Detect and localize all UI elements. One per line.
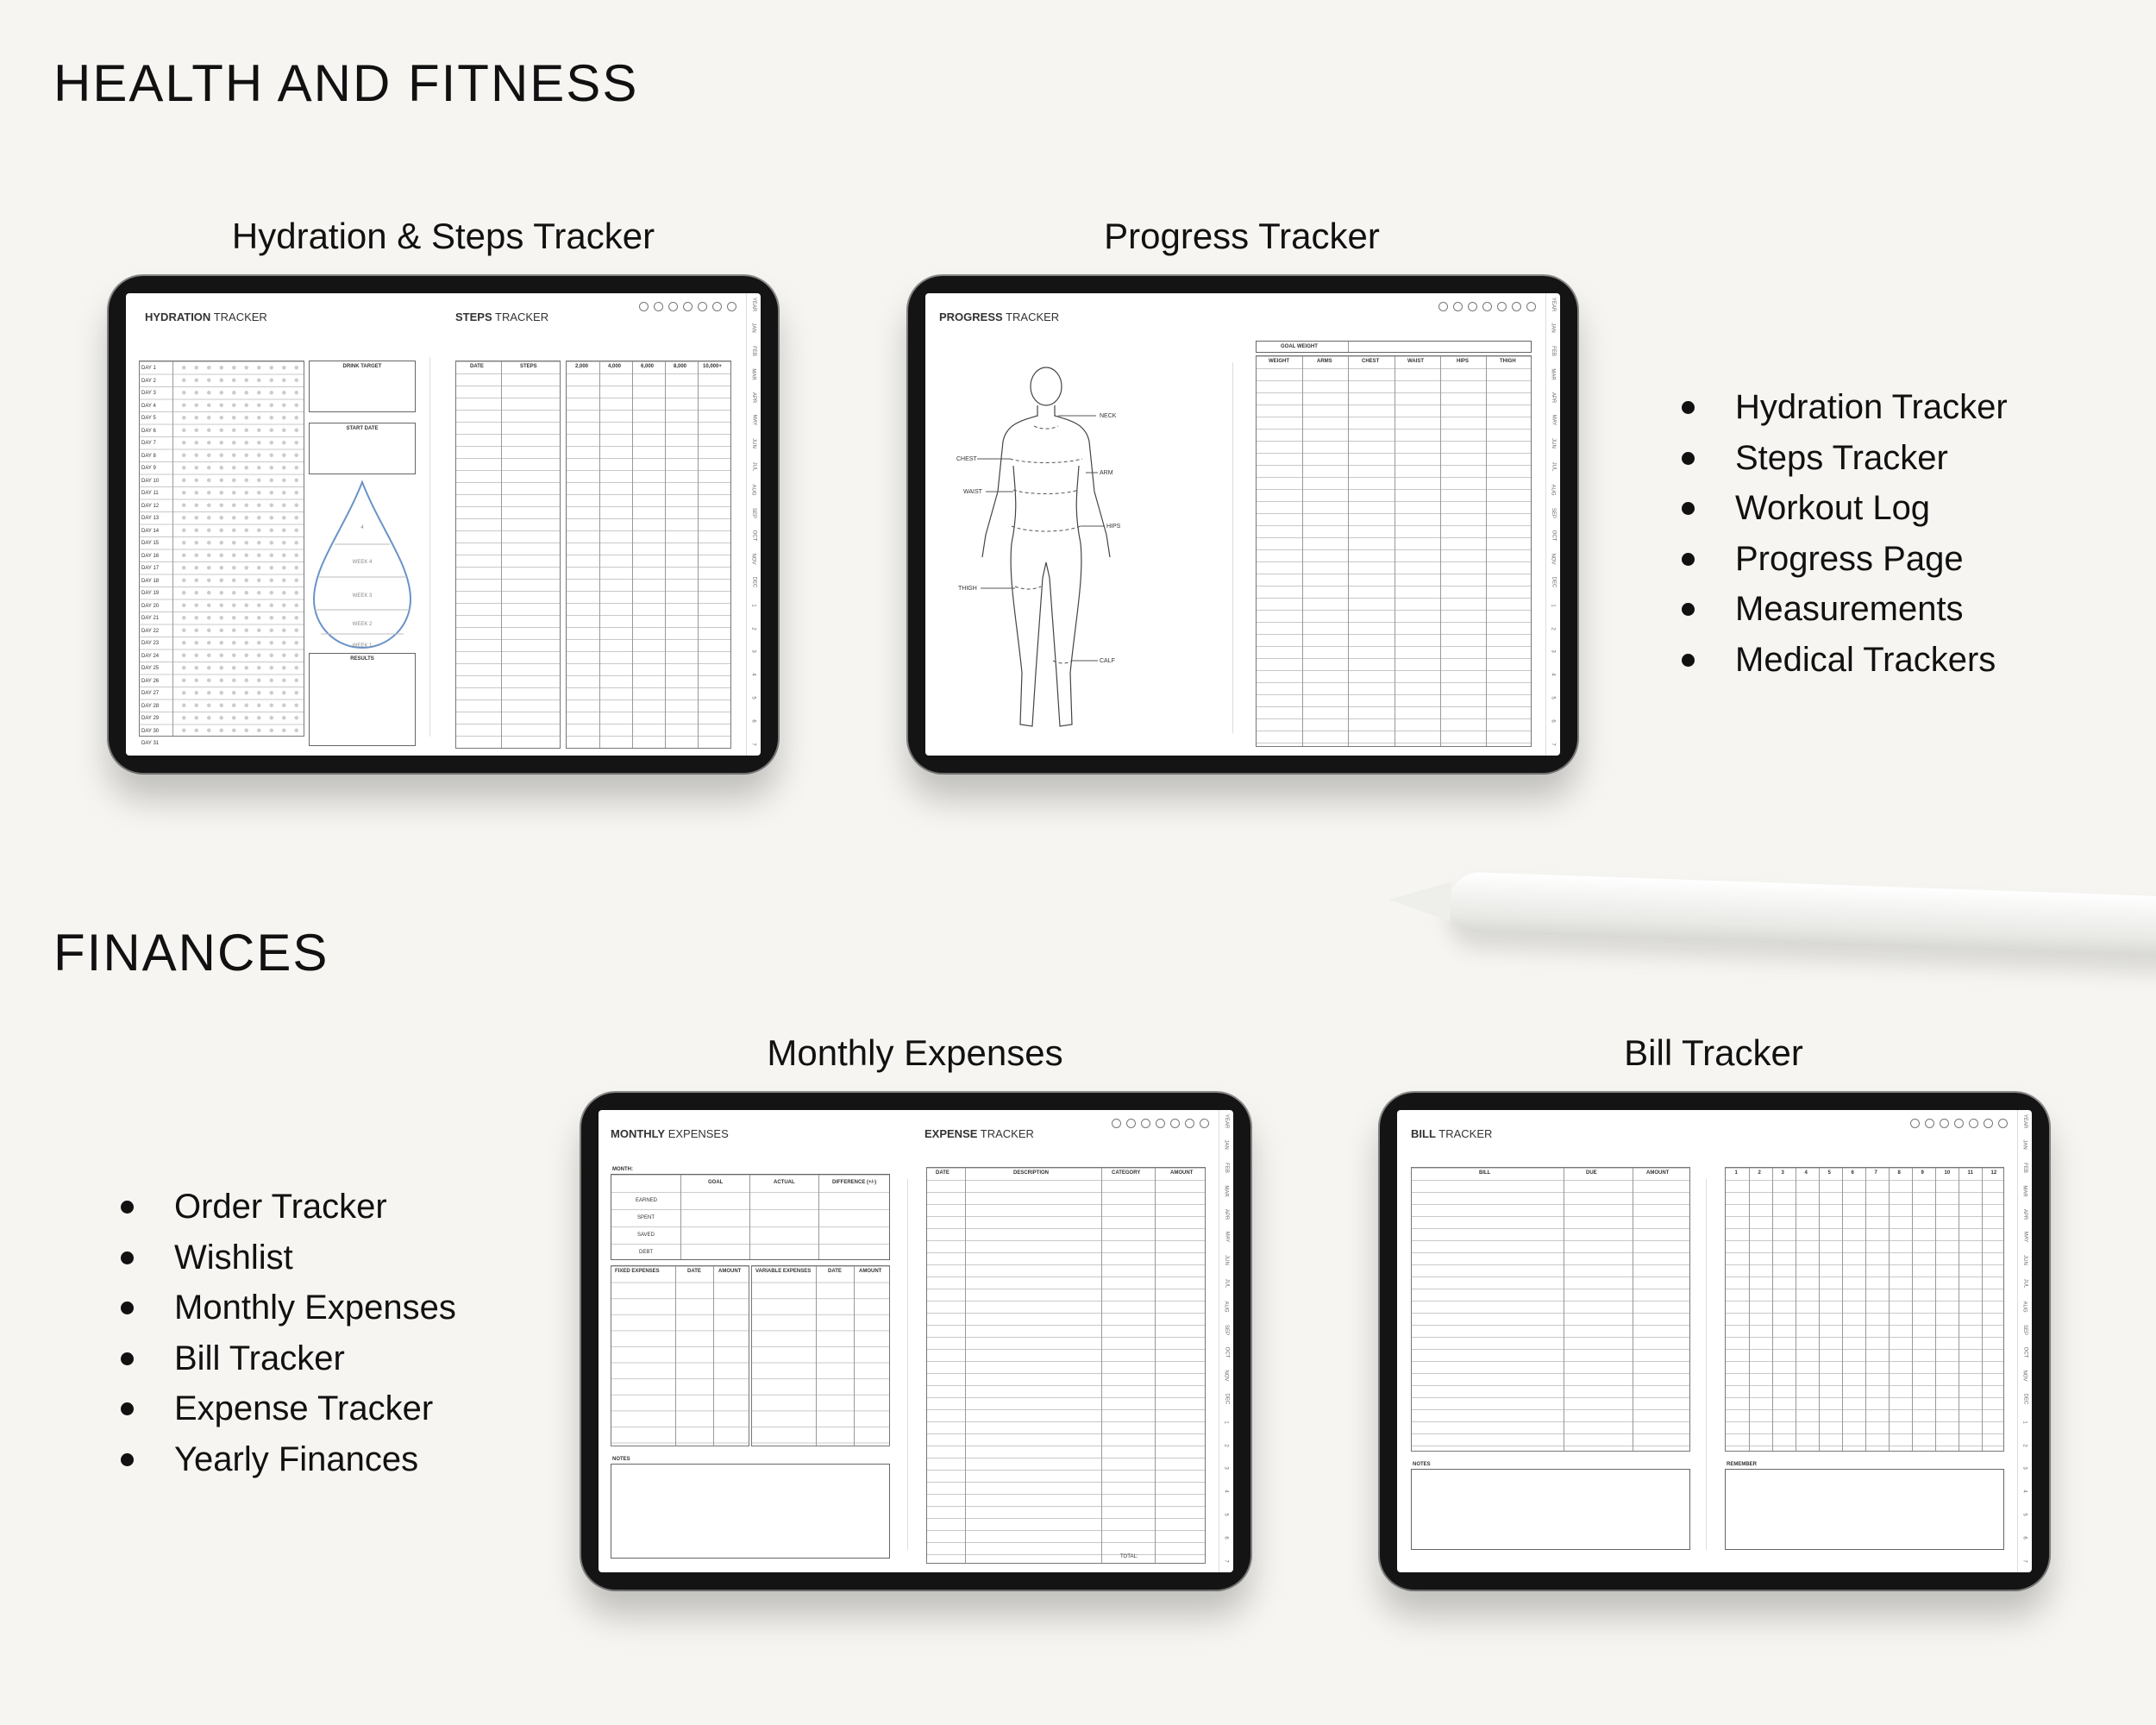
day-label: DAY 13	[141, 516, 160, 521]
side-tab[interactable]: JUL	[1223, 1278, 1229, 1289]
side-tab[interactable]: 4	[751, 673, 756, 676]
dumbbell-icon[interactable]	[668, 302, 678, 311]
expense-tracker-table[interactable]: DATE DESCRIPTION CATEGORY AMOUNT TOTAL:	[926, 1167, 1206, 1564]
day-label: DAY 1	[141, 366, 156, 371]
side-tab[interactable]: OCT	[1550, 530, 1556, 542]
side-tab[interactable]: MAY	[2022, 1232, 2028, 1243]
day-label: DAY 15	[141, 541, 160, 546]
day-label: DAY 30	[141, 728, 160, 734]
day-label: DAY 10	[141, 478, 160, 484]
day-label: DAY 7	[141, 441, 156, 446]
side-tab[interactable]: AUG	[2021, 1301, 2028, 1313]
variable-expenses-table[interactable]: VARIABLE EXPENSES DATE AMOUNT	[751, 1265, 890, 1446]
side-tab[interactable]: JAN	[1551, 323, 1556, 333]
side-tab[interactable]: JUN	[2021, 1255, 2028, 1266]
list-item: Wishlist	[121, 1233, 456, 1283]
side-tab[interactable]: JAN	[2022, 1139, 2028, 1150]
side-tab[interactable]: JUL	[750, 461, 756, 472]
day-label: DAY 9	[141, 466, 156, 471]
body-label: WAIST	[963, 489, 982, 495]
list-item: Medical Trackers	[1682, 635, 2008, 686]
side-tab[interactable]: DEC	[750, 576, 756, 588]
month-number: 5	[1827, 1170, 1831, 1176]
tablet-monthly-expenses	[581, 1093, 1250, 1590]
finance-feature-list	[121, 1182, 456, 1484]
side-tab[interactable]: 4	[1224, 1490, 1229, 1493]
day-label: DAY 3	[141, 391, 156, 396]
body-label: NECK	[1100, 413, 1117, 419]
pen-icon[interactable]	[1185, 1119, 1194, 1128]
side-tab[interactable]: 7	[1551, 742, 1556, 746]
side-tab[interactable]: 6	[751, 719, 756, 723]
month-number: 4	[1804, 1170, 1808, 1176]
side-tab[interactable]: 7	[1224, 1559, 1229, 1563]
side-tab[interactable]: NOV	[1550, 553, 1556, 565]
heart-icon[interactable]	[654, 302, 663, 311]
side-tab[interactable]: SEP	[750, 507, 756, 518]
day-label: DAY 26	[141, 678, 160, 684]
side-tab[interactable]: 4	[2022, 1490, 2028, 1493]
list-item: Monthly Expenses	[121, 1283, 456, 1333]
section-title-finances: FINANCES	[53, 924, 329, 982]
results-box[interactable]: RESULTS	[309, 653, 416, 746]
day-label: DAY 18	[141, 578, 160, 584]
remember-box[interactable]	[1725, 1469, 2004, 1550]
day-label: DAY 4	[141, 403, 156, 409]
gear-icon[interactable]	[1998, 1119, 2008, 1128]
list-item: Bill Tracker	[121, 1333, 456, 1384]
body-outline-figure	[951, 362, 1141, 742]
side-tab[interactable]: 1	[2022, 1421, 2028, 1424]
side-tab[interactable]: 3	[1551, 649, 1556, 654]
day-label: DAY 14	[141, 528, 160, 534]
dollar-icon[interactable]	[1954, 1119, 1964, 1128]
page-title: BILL TRACKER	[1411, 1127, 1493, 1140]
page-title: EXPENSE TRACKER	[924, 1127, 1034, 1140]
side-tab[interactable]: 7	[751, 742, 756, 746]
month-label: MONTH:	[612, 1167, 633, 1172]
gear-icon[interactable]	[1526, 302, 1536, 311]
day-label: DAY 22	[141, 628, 160, 634]
planner-screen	[1397, 1110, 2032, 1572]
stylus-pencil	[1448, 871, 2156, 958]
side-tab[interactable]: MAR	[1224, 1185, 1229, 1197]
month-number: 7	[1874, 1170, 1877, 1176]
side-tab[interactable]: 3	[751, 649, 756, 654]
side-tab[interactable]: MAY	[1551, 415, 1556, 426]
day-label: DAY 12	[141, 503, 160, 509]
side-tab[interactable]: SEP	[2021, 1324, 2028, 1335]
drop-icon-grid[interactable]	[178, 361, 300, 736]
side-tab[interactable]: JAN	[1224, 1139, 1229, 1150]
side-tab[interactable]: JUL	[2021, 1278, 2028, 1289]
dumbbell-icon[interactable]	[1468, 302, 1477, 311]
side-tab[interactable]: YEAR	[1224, 1114, 1229, 1129]
month-number: 6	[1851, 1170, 1854, 1176]
toolbar	[1910, 1119, 2008, 1128]
side-tab[interactable]: APR	[2022, 1208, 2028, 1220]
day-label: DAY 29	[141, 716, 160, 721]
page-title: PROGRESS TRACKER	[939, 310, 1060, 323]
side-tab[interactable]: MAY	[1224, 1232, 1229, 1243]
side-tab[interactable]: AUG	[1550, 484, 1556, 496]
planner-screen	[126, 293, 761, 756]
body-label: HIPS	[1106, 524, 1121, 530]
week-label: WEEK 4	[352, 560, 373, 565]
month-number: 3	[1781, 1170, 1784, 1176]
week-label: WEEK 3	[352, 593, 373, 599]
side-tab[interactable]: OCT	[1223, 1347, 1229, 1358]
list-item: Hydration Tracker	[1682, 382, 2008, 433]
planner-screen	[925, 293, 1560, 756]
side-tab[interactable]: 1	[1551, 604, 1556, 607]
side-tab[interactable]: 3	[1224, 1466, 1229, 1471]
side-tab[interactable]: 1	[751, 604, 756, 607]
side-tab[interactable]: YEAR	[1551, 298, 1556, 312]
heart-icon[interactable]	[1925, 1119, 1934, 1128]
month-number: 12	[1990, 1170, 1997, 1176]
toolbar	[639, 302, 736, 311]
side-tab[interactable]: 5	[751, 696, 756, 699]
day-label: DAY 24	[141, 653, 160, 659]
side-tab[interactable]: OCT	[2021, 1347, 2028, 1358]
side-tab[interactable]: AUG	[1223, 1301, 1229, 1313]
health-feature-list	[1682, 382, 2008, 685]
side-tab[interactable]: FEB	[750, 346, 756, 356]
day-label: DAY 2	[141, 378, 156, 384]
month-number: 2	[1758, 1170, 1761, 1176]
home-icon[interactable]	[1910, 1119, 1920, 1128]
side-tab[interactable]: 7	[2022, 1559, 2028, 1563]
hydration-day-grid	[139, 361, 304, 746]
home-icon[interactable]	[639, 302, 649, 311]
body-label: THIGH	[958, 586, 977, 592]
side-tab[interactable]: JAN	[751, 323, 756, 333]
side-tab[interactable]: JUN	[1223, 1255, 1229, 1266]
steps-level-grid[interactable]: 2,000 4,000 6,000 8,000 10,000+	[566, 361, 731, 749]
heart-icon[interactable]	[1126, 1119, 1136, 1128]
list-item: Expense Tracker	[121, 1383, 456, 1434]
side-tab[interactable]: YEAR	[2022, 1114, 2028, 1129]
month-tabs	[1219, 1110, 1233, 1572]
toolbar	[1438, 302, 1536, 311]
side-tab[interactable]: SEP	[1550, 507, 1556, 518]
list-item: Order Tracker	[121, 1182, 456, 1233]
goal-weight-field[interactable]: GOAL WEIGHT	[1256, 341, 1532, 353]
chart-icon[interactable]	[1969, 1119, 1978, 1128]
bill-table[interactable]: BILL DUE AMOUNT	[1411, 1167, 1690, 1452]
side-tab[interactable]: NOV	[2021, 1370, 2028, 1382]
notes-label: NOTES	[612, 1457, 630, 1462]
side-tab[interactable]: NOV	[1223, 1370, 1229, 1382]
water-drop-icon	[309, 479, 416, 651]
side-tab[interactable]: 5	[2022, 1513, 2028, 1516]
side-tab[interactable]: 4	[1551, 673, 1556, 676]
pen-icon[interactable]	[712, 302, 722, 311]
week-label: 4	[360, 525, 364, 530]
side-tab[interactable]: JUN	[750, 438, 756, 449]
chart-icon[interactable]	[1497, 302, 1507, 311]
side-tab[interactable]: AUG	[750, 484, 756, 496]
side-tab[interactable]: DEC	[1550, 576, 1556, 588]
day-label: DAY 27	[141, 691, 160, 696]
tablet-bill-tracker	[1380, 1093, 2049, 1590]
body-label: ARM	[1100, 470, 1113, 476]
title-hydration: Hydration & Steps Tracker	[231, 216, 655, 256]
side-tab[interactable]: 2	[2022, 1443, 2028, 1447]
drink-target-box[interactable]: DRINK TARGET	[309, 361, 416, 412]
tablet-hydration	[109, 276, 778, 773]
dumbbell-icon[interactable]	[1141, 1119, 1150, 1128]
month-number: 1	[1734, 1170, 1738, 1176]
start-date-box[interactable]: START DATE	[309, 423, 416, 474]
title-bill: Bill Tracker	[1624, 1032, 1803, 1073]
body-label: CHEST	[956, 456, 977, 462]
side-tab[interactable]: SEP	[1223, 1324, 1229, 1335]
dollar-icon[interactable]	[683, 302, 693, 311]
side-tab[interactable]: APR	[1551, 392, 1556, 403]
budget-summary-table[interactable]: GOAL ACTUAL DIFFERENCE (+/-) EARNED SPENT SAVED DEBT	[611, 1174, 890, 1260]
week-label: WEEK 1	[352, 643, 373, 649]
side-tab[interactable]: MAR	[751, 368, 756, 380]
month-number: 8	[1897, 1170, 1901, 1176]
page-title: MONTHLY EXPENSES	[611, 1127, 729, 1140]
day-label: DAY 23	[141, 641, 160, 646]
side-tab[interactable]: 2	[1551, 626, 1556, 630]
side-tab[interactable]: DEC	[1223, 1393, 1229, 1405]
side-tab[interactable]: DEC	[2021, 1393, 2028, 1405]
steps-grid[interactable]: DATE STEPS	[455, 361, 561, 749]
page-title: STEPS TRACKER	[455, 310, 549, 323]
gear-icon[interactable]	[1200, 1119, 1209, 1128]
day-label: DAY 25	[141, 666, 160, 671]
side-tab[interactable]: JUL	[1550, 461, 1556, 472]
pen-icon[interactable]	[1512, 302, 1521, 311]
bill-month-checklist[interactable]	[1725, 1167, 2004, 1452]
tablet-progress	[908, 276, 1577, 773]
notes-box[interactable]	[611, 1464, 890, 1559]
toolbar	[1112, 1119, 1209, 1128]
side-tab[interactable]: MAR	[1551, 368, 1556, 380]
section-title-health: HEALTH AND FITNESS	[53, 54, 639, 112]
body-label: CALF	[1100, 658, 1115, 664]
side-tab[interactable]: NOV	[750, 553, 756, 565]
fixed-expenses-table[interactable]: FIXED EXPENSES DATE AMOUNT	[611, 1265, 749, 1446]
side-tab[interactable]: JUN	[1550, 438, 1556, 449]
side-tab[interactable]: FEB	[2021, 1163, 2028, 1173]
day-label: DAY 21	[141, 616, 160, 621]
list-item: Progress Page	[1682, 534, 2008, 585]
month-number: 11	[1967, 1170, 1973, 1176]
side-tab[interactable]: FEB	[1550, 346, 1556, 356]
day-label: DAY 16	[141, 553, 160, 559]
day-label: DAY 6	[141, 428, 156, 434]
month-number: 10	[1944, 1170, 1951, 1176]
list-item: Steps Tracker	[1682, 433, 2008, 484]
gear-icon[interactable]	[727, 302, 736, 311]
day-label: DAY 17	[141, 566, 160, 571]
side-tab[interactable]: 1	[1224, 1421, 1229, 1424]
day-label: DAY 31	[141, 741, 160, 746]
heart-icon[interactable]	[1453, 302, 1463, 311]
dollar-icon[interactable]	[1482, 302, 1492, 311]
side-tab[interactable]: 2	[751, 626, 756, 630]
side-tab[interactable]: YEAR	[751, 298, 756, 312]
day-label: DAY 28	[141, 703, 160, 709]
planner-screen	[599, 1110, 1233, 1572]
month-tabs	[1545, 293, 1560, 756]
list-item: Workout Log	[1682, 483, 2008, 534]
side-tab[interactable]: MAR	[2022, 1185, 2028, 1197]
chart-icon[interactable]	[698, 302, 707, 311]
page-title: HYDRATION TRACKER	[145, 310, 267, 323]
side-tab[interactable]: 2	[1224, 1443, 1229, 1447]
month-tabs	[2017, 1110, 2032, 1572]
total-label: TOTAL:	[1120, 1554, 1138, 1559]
notes-box[interactable]	[1411, 1469, 1690, 1550]
day-label: DAY 19	[141, 591, 160, 596]
month-tabs	[746, 293, 761, 756]
day-label: DAY 5	[141, 416, 156, 421]
home-icon[interactable]	[1438, 302, 1448, 311]
side-tab[interactable]: 3	[2022, 1466, 2028, 1471]
home-icon[interactable]	[1112, 1119, 1121, 1128]
remember-label: REMEMBER	[1727, 1462, 1758, 1467]
day-label: DAY 20	[141, 603, 160, 609]
side-tab[interactable]: 6	[2022, 1536, 2028, 1540]
dollar-icon[interactable]	[1156, 1119, 1165, 1128]
side-tab[interactable]: 6	[1551, 719, 1556, 723]
side-tab[interactable]: OCT	[750, 530, 756, 542]
day-label: DAY 11	[141, 491, 159, 496]
measurements-grid[interactable]: WEIGHT ARMS CHEST WAIST HIPS THIGH	[1256, 355, 1532, 747]
week-label: WEEK 2	[352, 622, 373, 627]
notes-label: NOTES	[1413, 1462, 1431, 1467]
dumbbell-icon[interactable]	[1940, 1119, 1949, 1128]
side-tab[interactable]: MAY	[751, 415, 756, 426]
title-progress: Progress Tracker	[1104, 216, 1380, 256]
side-tab[interactable]: APR	[751, 392, 756, 403]
side-tab[interactable]: FEB	[1223, 1163, 1229, 1173]
side-tab[interactable]: 5	[1551, 696, 1556, 699]
day-label: DAY 8	[141, 453, 156, 459]
chart-icon[interactable]	[1170, 1119, 1180, 1128]
side-tab[interactable]: 5	[1224, 1513, 1229, 1516]
title-monthly: Monthly Expenses	[767, 1032, 1063, 1073]
side-tab[interactable]: APR	[1224, 1208, 1229, 1220]
list-item: Measurements	[1682, 584, 2008, 635]
month-number: 9	[1921, 1170, 1924, 1176]
pen-icon[interactable]	[1984, 1119, 1993, 1128]
side-tab[interactable]: 6	[1224, 1536, 1229, 1540]
list-item: Yearly Finances	[121, 1434, 456, 1485]
